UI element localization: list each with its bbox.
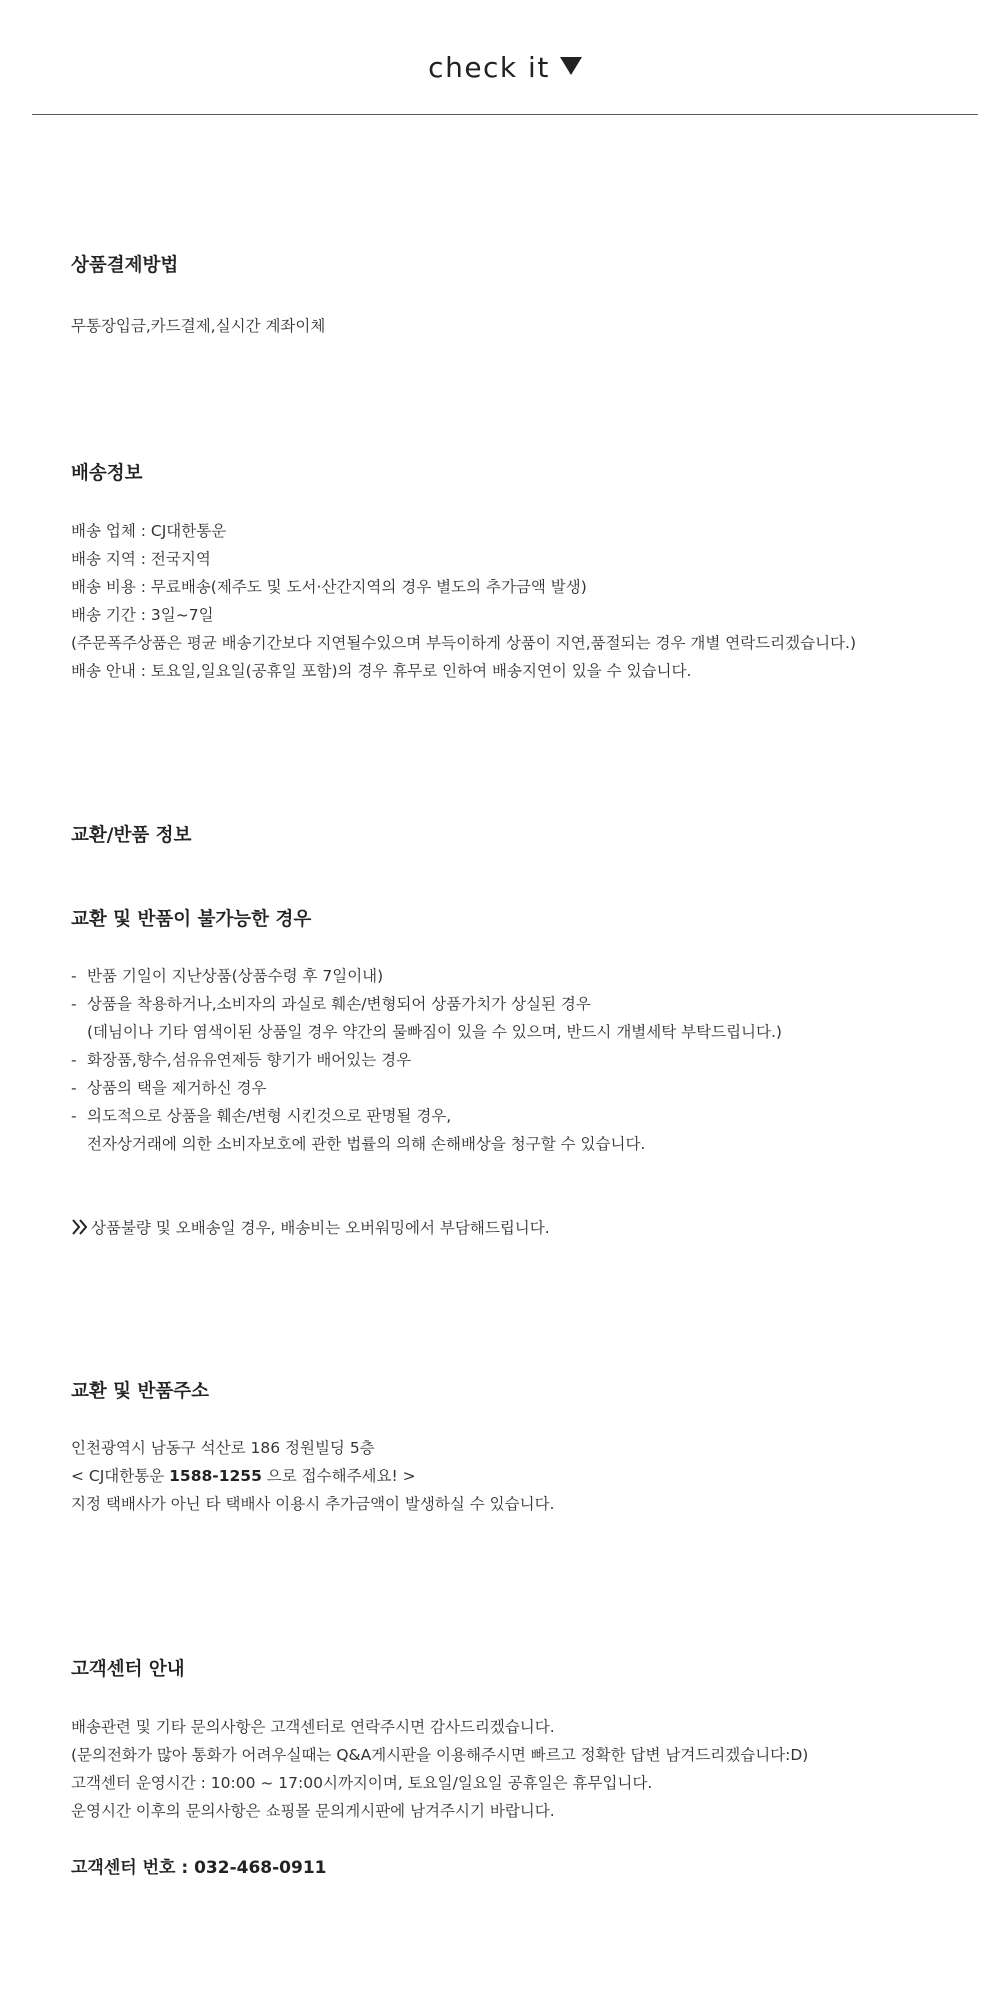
dash-marker: - bbox=[71, 995, 77, 1013]
exchange-item-text: 상품의 택을 제거하신 경우 bbox=[87, 1079, 267, 1097]
customer-line: (문의전화가 많아 통화가 어려우실때는 Q&A게시판을 이용해주시면 빠르고 정확한 답변 남겨드리겠습니다:D) bbox=[71, 1746, 809, 1764]
dash-marker: - bbox=[71, 1051, 77, 1069]
customer-line: 고객센터 운영시간 : 10:00 ~ 17:00시까지이며, 토요일/일요일 공휴일은 휴무입니다. bbox=[71, 1774, 653, 1792]
exchange-item-text: 화장품,향수,섬유유연제등 향기가 배어있는 경우 bbox=[87, 1051, 412, 1069]
shipping-line: 배송 안내 : 토요일,일요일(공휴일 포함)의 경우 휴무로 인하여 배송지연이 있을 수 있습니다. bbox=[71, 662, 692, 680]
exchange-heading: 교환/반품 정보 bbox=[71, 825, 192, 846]
courier-phone: 1588-1255 bbox=[169, 1467, 262, 1485]
address-heading: 교환 및 반품주소 bbox=[71, 1381, 209, 1402]
courier-prefix: < CJ대한통운 bbox=[71, 1467, 170, 1485]
dash-marker: - bbox=[71, 1107, 77, 1125]
address-notice: 지정 택배사가 아닌 타 택배사 이용시 추가금액이 발생하실 수 있습니다. bbox=[71, 1495, 555, 1513]
exchange-item bbox=[71, 962, 383, 990]
shipping-line: 배송 지역 : 전국지역 bbox=[71, 550, 211, 568]
exchange-subheading: 교환 및 반품이 불가능한 경우 bbox=[71, 909, 312, 930]
exchange-item-text: 의도적으로 상품을 훼손/변형 시킨것으로 판명될 경우, bbox=[87, 1107, 452, 1125]
exchange-note bbox=[71, 1214, 550, 1245]
caret-down-icon[interactable] bbox=[560, 57, 582, 75]
shipping-line: 배송 업체 : CJ대한통운 bbox=[71, 522, 227, 540]
exchange-item-text: 상품을 착용하거나,소비자의 과실로 훼손/변형되어 상품가치가 상실된 경우 bbox=[87, 995, 591, 1013]
exchange-item-text: 반품 기일이 지난상품(상품수령 후 7일이내) bbox=[87, 967, 384, 985]
header-title: check it bbox=[428, 51, 550, 84]
payment-methods: 무통장입금,카드결제,실시간 계좌이체 bbox=[71, 317, 326, 335]
address-line: 인천광역시 남동구 석산로 186 정원빌딩 5층 bbox=[71, 1439, 375, 1457]
shipping-heading: 배송정보 bbox=[71, 463, 143, 484]
double-chevron-right-icon bbox=[71, 1217, 91, 1245]
exchange-item bbox=[71, 1102, 451, 1130]
customer-line: 운영시간 이후의 문의사항은 쇼핑몰 문의게시판에 남겨주시기 바랍니다. bbox=[71, 1802, 555, 1820]
exchange-item bbox=[71, 990, 591, 1018]
customer-line: 배송관련 및 기타 문의사항은 고객센터로 연락주시면 감사드리겠습니다. bbox=[71, 1718, 555, 1736]
dash-marker: - bbox=[71, 967, 77, 985]
shipping-line: (주문폭주상품은 평균 배송기간보다 지연될수있으며 부득이하게 상품이 지연,품절되는 경우 개별 연락드리겠습니다.) bbox=[71, 634, 856, 652]
customer-phone: 고객센터 번호 : 032-468-0911 bbox=[71, 1858, 327, 1878]
header-title-row[interactable] bbox=[32, 48, 978, 88]
payment-heading: 상품결제방법 bbox=[71, 255, 179, 276]
exchange-item bbox=[71, 1046, 411, 1074]
exchange-item-continuation: 전자상거래에 의한 소비자보호에 관한 법률의 의해 손해배상을 청구할 수 있습니다. bbox=[87, 1135, 646, 1153]
courier-line bbox=[71, 1462, 416, 1490]
customer-heading: 고객센터 안내 bbox=[71, 1659, 185, 1680]
courier-suffix: 으로 접수해주세요! > bbox=[261, 1467, 416, 1485]
exchange-item bbox=[71, 1074, 267, 1102]
dash-marker: - bbox=[71, 1079, 77, 1097]
shipping-line: 배송 비용 : 무료배송(제주도 및 도서·산간지역의 경우 별도의 추가금액 발생) bbox=[71, 578, 587, 596]
page-header bbox=[32, 0, 978, 115]
exchange-note-text: 상품불량 및 오배송일 경우, 배송비는 오버워밍에서 부담해드립니다. bbox=[91, 1219, 550, 1237]
exchange-item-continuation: (데님이나 기타 염색이된 상품일 경우 약간의 물빠짐이 있을 수 있으며, 반드시 개별세탁 부탁드립니다.) bbox=[87, 1023, 782, 1041]
shipping-line: 배송 기간 : 3일~7일 bbox=[71, 606, 214, 624]
